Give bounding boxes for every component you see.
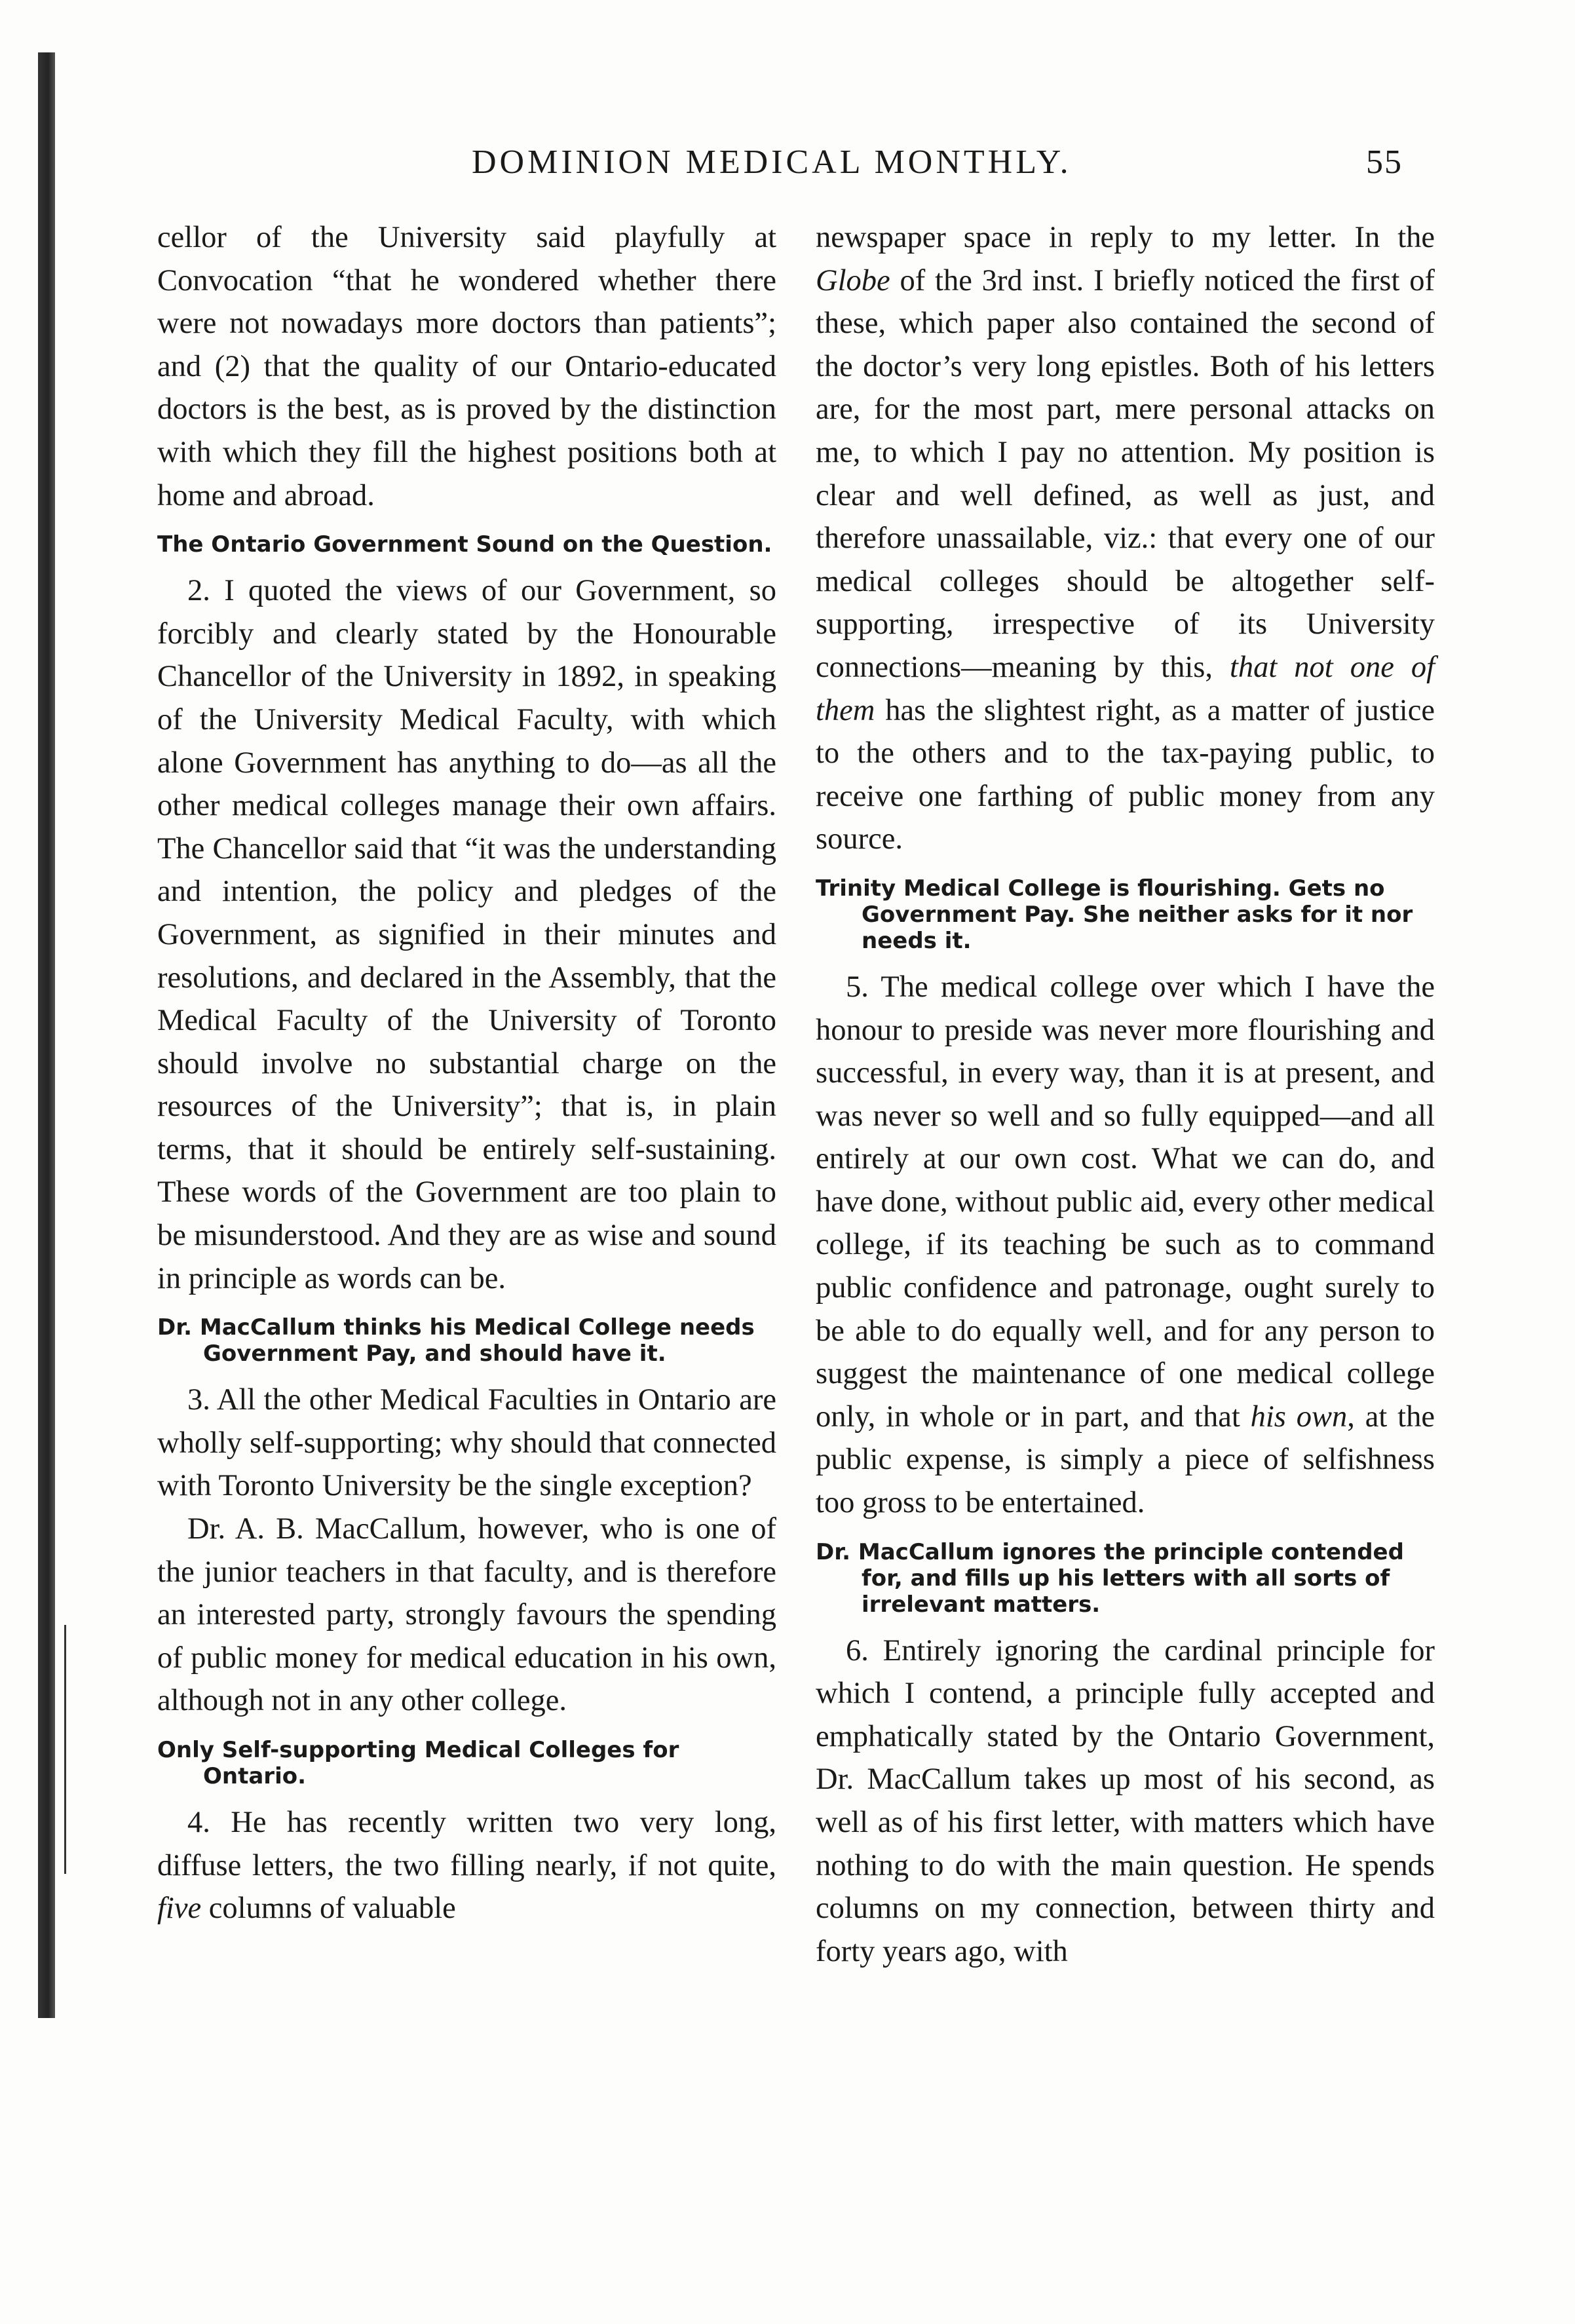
paragraph-5-text-b: , at the public expense, is simply a piece of selfishness too gross to be entertained. bbox=[816, 1400, 1435, 1520]
right-column bbox=[816, 216, 1435, 1973]
paragraph-4-emphasis: five bbox=[157, 1892, 202, 1926]
paragraph-5-text-a: 5. The medical college over which I have the honour to preside was never more flourishing and successful, in every way, than it is at present, and was never so well and so fully equipped—and all entirely at our own cost. What we can do, and have done, without public aid, every other medical college, if its teaching be such as to command public confidence and patronage, ought surely to be able to do equally well, and for any person to suggest the maintenance of one medical college only, in whole or in part, and that bbox=[816, 970, 1435, 1434]
page-header bbox=[0, 143, 1575, 189]
paragraph-3b: Dr. A. B. MacCallum, however, who is one of the junior teachers in that faculty, and is therefore an interested party, strongly favours the spending of public money for medical education in his own, although not in any other college. bbox=[157, 1512, 776, 1718]
subheading-trinity: Trinity Medical College is flourishing. Gets no Government Pay. She neither asks for it nor needs it. bbox=[816, 875, 1413, 954]
paragraph-intro: cellor of the University said playfully at Convocation “that he wondered whether there were not nowadays more doctors than patients”; and (2) that the quality of our Ontario-educated doctors is the best, as is proved by the distinction with which they fill the highest positions both at home and abroad. bbox=[157, 221, 776, 512]
newspaper-title: Globe bbox=[816, 263, 890, 297]
subheading-self-supporting: Only Self-supporting Medical Colleges for Ontario. bbox=[157, 1737, 679, 1789]
paragraph-4c-text-c: has the slightest right, as a matter of justice to the others and to the tax-paying public, to receive one farthing of public money from any source. bbox=[816, 693, 1435, 856]
paragraph-6: 6. Entirely ignoring the cardinal principle for which I contend, a principle fully accepted and emphatically stated by the Ontario Government, Dr. MacCallum takes up most of his second, as well as of his first letter, with matters which have nothing to do with the main question. He spends columns on my connection, between thirty and forty years ago, with bbox=[816, 1633, 1435, 1968]
paragraph-5-emphasis: his own bbox=[1250, 1400, 1348, 1434]
subheading-ignores: Dr. MacCallum ignores the principle contended for, and fills up his letters with all sorts of irrelevant matters. bbox=[816, 1538, 1404, 1618]
paragraph-5 bbox=[816, 966, 1435, 1525]
paragraph-4-continued bbox=[816, 216, 1435, 861]
paragraph-4c-emphasis: that not one of them bbox=[816, 650, 1435, 727]
left-column bbox=[157, 216, 776, 1930]
paragraph-2: 2. I quoted the views of our Government, so forcibly and clearly stated by the Honourable Chancellor of the University in 1892, in speaking of the University Medical Faculty, with which alone Government has anything to do—as all the other medical colleges manage their own affairs. The Chancellor said that “it was the understanding and intention, the policy and pledges of the Government, as signified in their minutes and resolutions, and declared in the Assembly, that the Medical Faculty of the University of Toronto should involve no substantial charge on the resources of the University”; that is, in plain terms, that it should be entirely self-sustaining. These words of the Government are too plain to be misunderstood. And they are as wise and sound in principle as words can be. bbox=[157, 574, 776, 1295]
paragraph-4c-text-a: newspaper space in reply to my letter. In the bbox=[816, 221, 1435, 254]
paragraph-4-text: 4. He has recently written two very long, diffuse letters, the two filling nearly, if not quite, bbox=[157, 1806, 776, 1882]
paragraph-3: 3. All the other Medical Faculties in Ontario are wholly self-supporting; why should that connected with Toronto University be the single exception? bbox=[157, 1383, 776, 1503]
subheading-maccallum: Dr. MacCallum thinks his Medical College needs Government Pay, and should have it. bbox=[157, 1314, 755, 1367]
paragraph-4c-text-b: of the 3rd inst. I briefly noticed the first of these, which paper also contained the second of the doctor’s very long epistles. Both of his letters are, for the most part, mere personal attacks on me, to which I pay no attention. My position is clear and well defined, as well as just, and therefore unassailable, viz.: that every one of our medical colleges should be altogether self-supporting, irrespective of its University connections—meaning by this, bbox=[816, 263, 1435, 684]
page-number: 55 bbox=[1366, 143, 1403, 181]
paragraph-4-text-end: columns of valuable bbox=[201, 1892, 456, 1926]
subheading-government: The Ontario Government Sound on the Question. bbox=[157, 531, 772, 558]
binding-shadow bbox=[38, 52, 55, 2018]
running-title: DOMINION MEDICAL MONTHLY. bbox=[472, 143, 1072, 181]
paragraph-4 bbox=[157, 1801, 776, 1930]
binding-mark bbox=[64, 1625, 66, 1874]
